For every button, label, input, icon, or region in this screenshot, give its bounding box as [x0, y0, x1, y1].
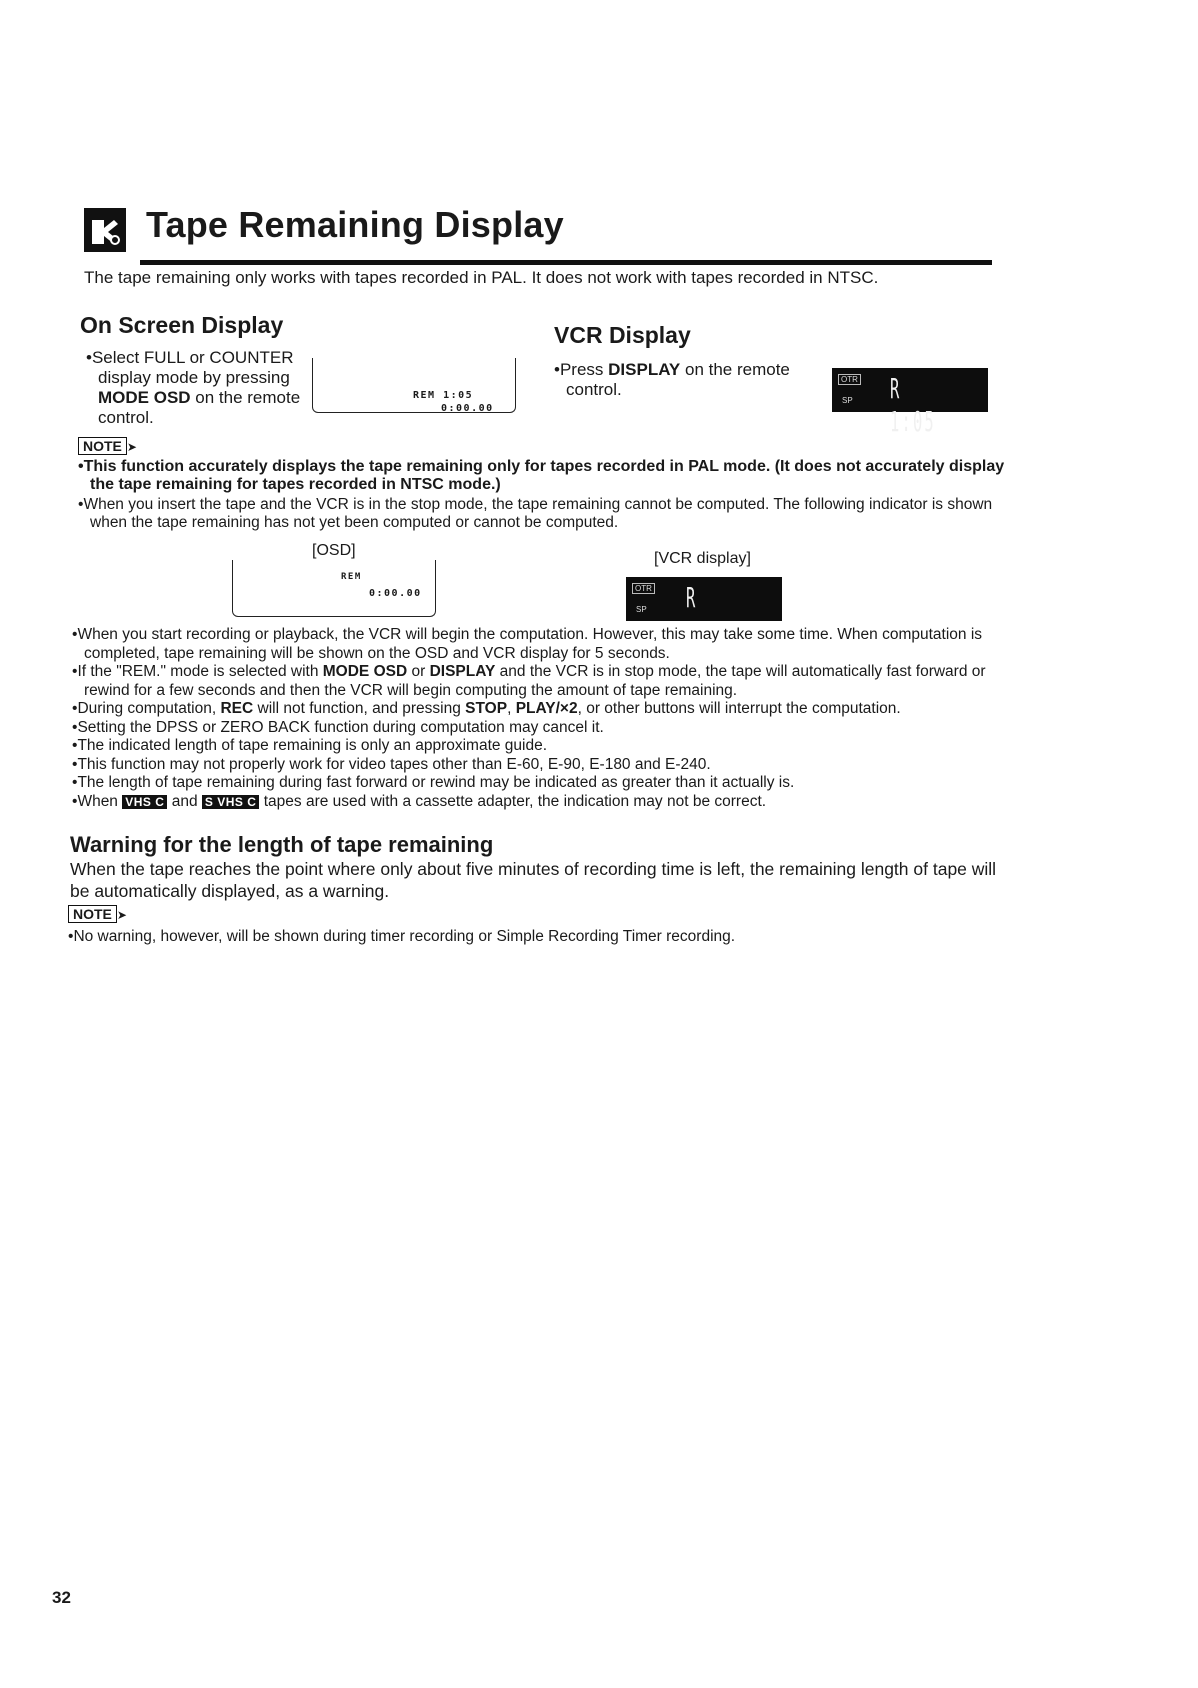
vcr-instruction-text: Press	[559, 360, 609, 379]
list-item-text: This function may not properly work for video tapes other than E-60, E-90, E-180 and E-240.	[77, 755, 711, 773]
list-item-text: tapes are used with a cassette adapter, the indication may not be correct.	[259, 792, 767, 810]
list-item-text: When	[77, 792, 123, 810]
note-bullet-text: No warning, however, will be shown during timer recording or Simple Recording Timer recording.	[73, 928, 736, 945]
vcr-lcd-uncomputed	[626, 577, 782, 621]
note-bullet-text: When you insert the tape and the VCR is in the stop mode, the tape remaining cannot be computed. The following indicator is shown when the tape remaining has not yet been computed or cannot be computed.	[83, 496, 993, 531]
osd-instruction-text: Select FULL or COUNTER display mode by pressing	[91, 348, 294, 387]
otr-badge: OTR	[632, 583, 655, 594]
note-arrow-icon: ➤	[116, 908, 127, 922]
title-underline	[140, 260, 992, 265]
note-bold-bullet: •This function accurately displays the tape remaining only for tapes recorded in PAL mode. (It does not accurately display the tape remaining for tapes recorded in NTSC mode.)	[78, 458, 1005, 493]
page-number: 32	[52, 1588, 71, 1607]
stop-key: STOP	[465, 700, 508, 717]
note-tag	[68, 906, 127, 924]
note-bullet: •No warning, however, will be shown during timer recording or Simple Recording Timer recording.	[68, 928, 736, 945]
osd-instruction: •Select FULL or COUNTER display mode by pressing MODE OSD on the remote control.	[86, 348, 301, 427]
otr-badge: OTR	[838, 374, 861, 385]
vcr-heading: VCR Display	[554, 322, 691, 348]
svhs-c-logo: S VHS C	[202, 795, 260, 809]
lcd-digits: R 1:05	[890, 372, 936, 438]
list-item: •If the "REM." mode is selected with MODE OSD or DISPLAY and the VCR is in stop mode, the tape will automatically fast forward or rewind for a few seconds and then the VCR will begin computing the amount of tape remaining.	[72, 663, 986, 699]
vcr-display-label: [VCR display]	[654, 550, 751, 567]
list-item-text: , or other buttons will interrupt the computation.	[577, 700, 901, 717]
osd-label: [OSD]	[312, 542, 356, 559]
list-item-text: When you start recording or playback, the VCR will begin the computation. However, this may take some time. When computation is completed, tape remaining will be shown on the OSD and VCR display for 5 seconds.	[77, 626, 983, 662]
list-item-text: During computation,	[77, 700, 221, 717]
list-item: •This function may not properly work for video tapes other than E-60, E-90, E-180 and E-240.	[72, 755, 711, 773]
play-key: PLAY/×2	[515, 700, 578, 717]
list-item-text: If the "REM." mode is selected with	[77, 663, 323, 680]
vcr-instruction: •Press DISPLAY on the remote control.	[554, 360, 790, 399]
sp-indicator: SP	[842, 396, 853, 405]
list-item: •The length of tape remaining during fast forward or rewind may be indicated as greater than it actually is.	[72, 774, 795, 791]
list-item-text: will not function, and pressing	[253, 700, 466, 717]
page-title: Tape Remaining Display	[146, 204, 564, 245]
warning-text: When the tape reaches the point where only about five minutes of recording time is left, the remaining length of tape will be automatically displayed, as a warning.	[70, 859, 997, 901]
note-arrow-icon: ➤	[126, 440, 137, 454]
list-item-text: and	[167, 792, 202, 810]
tape-remaining-icon	[84, 208, 126, 252]
note-label: NOTE	[78, 437, 127, 455]
list-item-text: The length of tape remaining during fast forward or rewind may be indicated as greater than it actually is.	[77, 774, 795, 791]
rec-key: REC	[220, 700, 254, 717]
vcr-instruction-text-end: on the remote control.	[566, 360, 790, 399]
osd-heading: On Screen Display	[80, 312, 284, 338]
vhs-c-logo: VHS C	[122, 795, 167, 809]
mode-osd-key: MODE OSD	[98, 388, 191, 407]
intro-text: The tape remaining only works with tapes recorded in PAL. It does not work with tapes recorded in NTSC.	[84, 268, 879, 287]
osd-counter-line: 0:00.00	[441, 403, 494, 414]
vcr-lcd-display	[832, 368, 988, 438]
list-item-text: and the VCR is in stop mode, the tape will automatically fast forward or rewind for a few seconds and then the VCR will begin computing the amount of tape remaining.	[84, 663, 986, 699]
osd-counter-line: 0:00.00	[369, 588, 422, 599]
note-bold-text: This function accurately displays the tape remaining only for tapes recorded in PAL mode. (It does not accurately display the tape remaining for tapes recorded in NTSC mode.)	[83, 458, 1005, 493]
note-list	[72, 626, 1002, 811]
list-item: •During computation, REC will not function, and pressing STOP, PLAY/×2, or other buttons will interrupt the computation.	[72, 700, 901, 717]
note-label: NOTE	[68, 905, 117, 923]
list-item: •The indicated length of tape remaining is only an approximate guide.	[72, 737, 548, 754]
list-item-text: Setting the DPSS or ZERO BACK function during computation may cancel it.	[77, 718, 604, 736]
note-bullet: •When you insert the tape and the VCR is in the stop mode, the tape remaining cannot be computed. The following indicator is shown when the tape remaining has not yet been computed or cannot be computed.	[78, 496, 993, 531]
osd-rem-label: REM	[341, 572, 362, 582]
note-tag	[78, 438, 137, 456]
list-item: •When you start recording or playback, the VCR will begin the computation. However, this may take some time. When computation is completed, tape remaining will be shown on the OSD and VCR display for 5 seconds.	[72, 626, 983, 662]
list-item: •When VHS C and S VHS C tapes are used with a cassette adapter, the indication may not be correct.	[72, 792, 767, 810]
list-item-text: The indicated length of tape remaining is only an approximate guide.	[77, 737, 548, 754]
sp-indicator: SP	[636, 605, 647, 614]
mode-osd-key: MODE OSD	[322, 663, 408, 680]
list-item: •Setting the DPSS or ZERO BACK function during computation may cancel it.	[72, 718, 604, 736]
osd-instruction-text-end: on the remote control.	[98, 388, 301, 427]
osd-screen-preview	[312, 358, 516, 413]
list-item-text: or	[407, 663, 430, 680]
display-key: DISPLAY	[429, 663, 496, 680]
warning-heading: Warning for the length of tape remaining	[70, 832, 494, 857]
osd-rem-line: REM 1:05	[413, 390, 474, 401]
lcd-digits: R	[686, 581, 698, 614]
osd-screen-uncomputed	[232, 560, 436, 617]
display-key: DISPLAY	[608, 360, 681, 379]
